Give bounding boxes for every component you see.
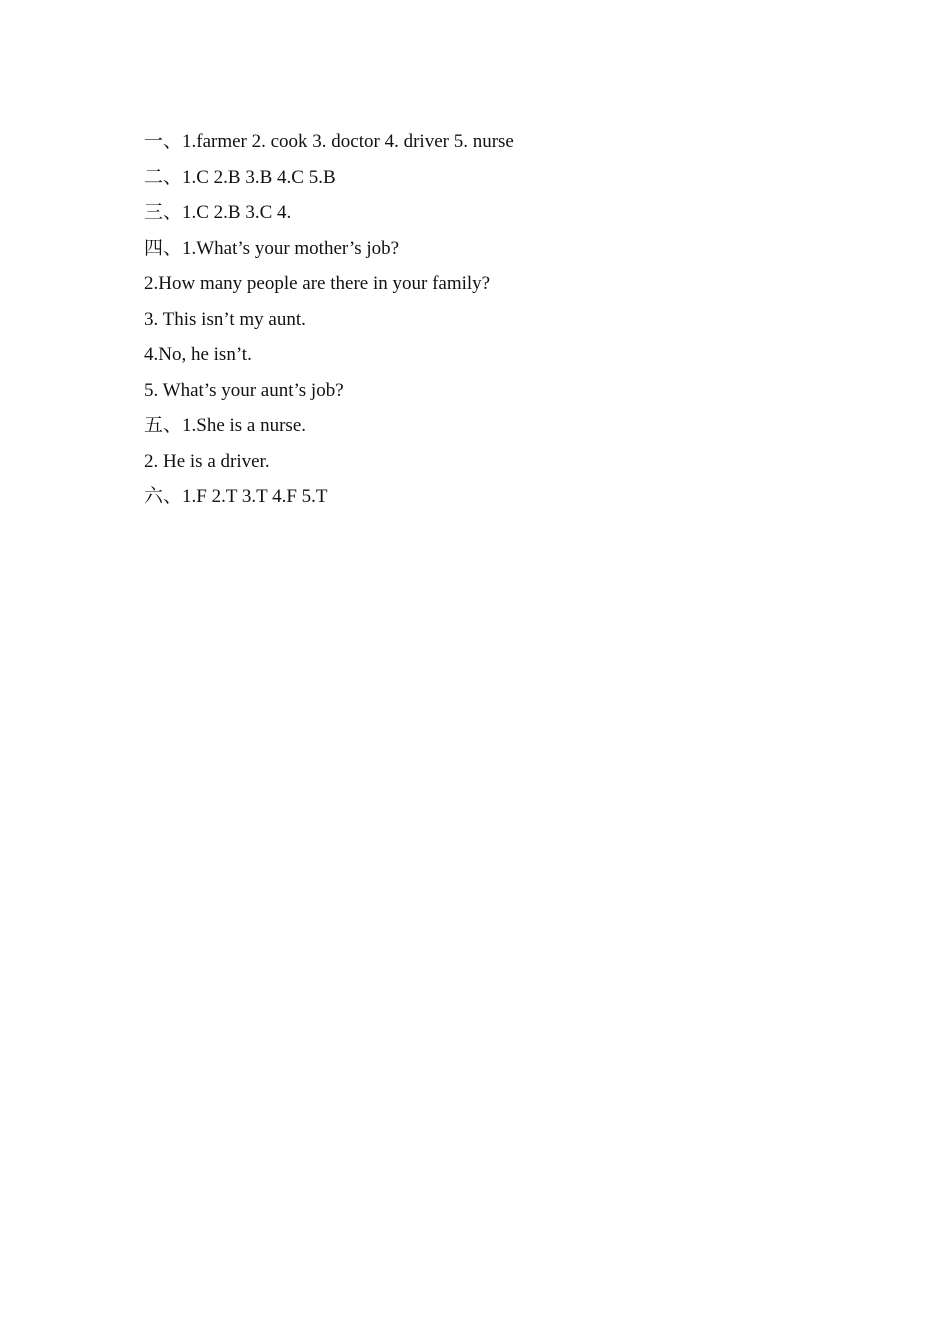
answer-line-section-5-item-2: 2. He is a driver.: [144, 450, 270, 472]
answer-line-section-4-item-5: 5. What’s your aunt’s job?: [144, 379, 344, 401]
answer-line-section-2: 二、1.C 2.B 3.B 4.C 5.B: [144, 166, 336, 188]
answer-line-section-5-item-1: 五、1.She is a nurse.: [144, 415, 307, 436]
answer-line-section-3: 三、1.C 2.B 3.C 4.: [144, 202, 292, 223]
answer-line-section-1: 一、1.farmer 2. cook 3. doctor 4. driver 5. nurse: [144, 131, 514, 152]
answer-line-section-6: 六、1.F 2.T 3.T 4.F 5.T: [144, 486, 328, 507]
answer-line-section-4-item-2: 2.How many people are there in your family?: [144, 273, 491, 294]
answer-line-section-4-item-4: 4.No, he isn’t.: [144, 344, 252, 365]
answer-line-section-4-item-1: 四、1.What’s your mother’s job?: [144, 237, 400, 259]
answer-line-section-4-item-3: 3. This isn’t my aunt.: [144, 308, 306, 330]
answer-key: [144, 124, 844, 515]
